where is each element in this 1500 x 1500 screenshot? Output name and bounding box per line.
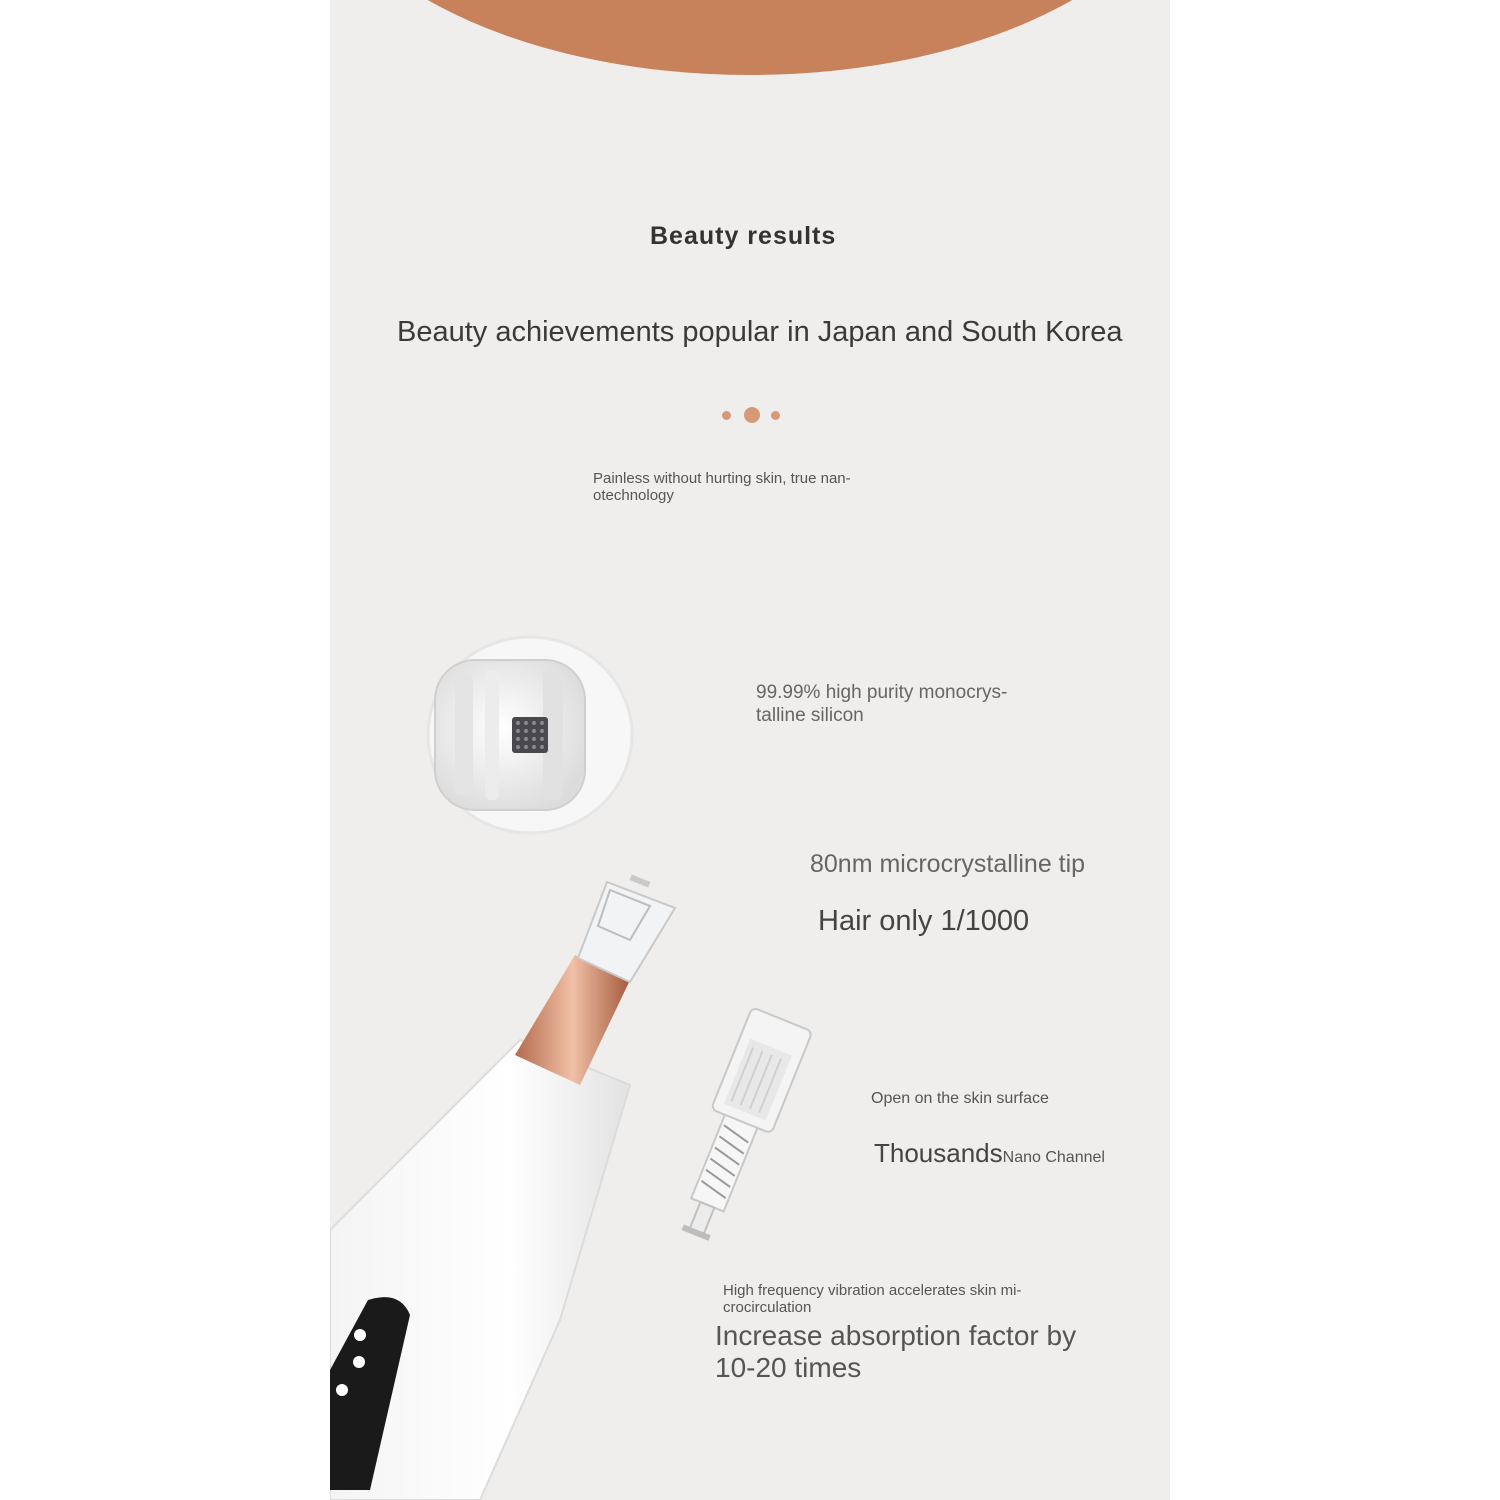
cartridge-head-image: [425, 635, 645, 845]
top-accent-arc: [330, 0, 1170, 75]
absorption-text: Increase absorption factor by 10-20 times: [715, 1320, 1077, 1383]
dot-left: [722, 411, 731, 420]
product-panel: [330, 0, 1170, 1500]
nano-channel-line: [874, 1138, 1105, 1169]
hair-text: Hair only 1/1000: [818, 905, 1030, 937]
open-surface-text: Open on the skin surface: [871, 1090, 1049, 1107]
needle-cartridge-image: [595, 995, 825, 1260]
dot-right: [771, 411, 780, 420]
section-title: Beauty results: [650, 222, 837, 250]
purity-text: 99.99% high purity monocrys-talline silicon: [756, 682, 1008, 726]
headline: Beauty achievements popular in Japan and South Korea: [397, 316, 1123, 348]
thousands-text: Thousands: [874, 1138, 1003, 1168]
nano-channel-text: Nano Channel: [1002, 1149, 1105, 1166]
vibration-text: High frequency vibration accelerates skin mi-crocirculation: [723, 1282, 1022, 1316]
decorative-dots: [722, 407, 782, 423]
tip-text: 80nm microcrystalline tip: [810, 850, 1086, 878]
painless-text: Painless without hurting skin, true nan-otechnology: [593, 470, 851, 504]
dot-center: [744, 407, 760, 423]
